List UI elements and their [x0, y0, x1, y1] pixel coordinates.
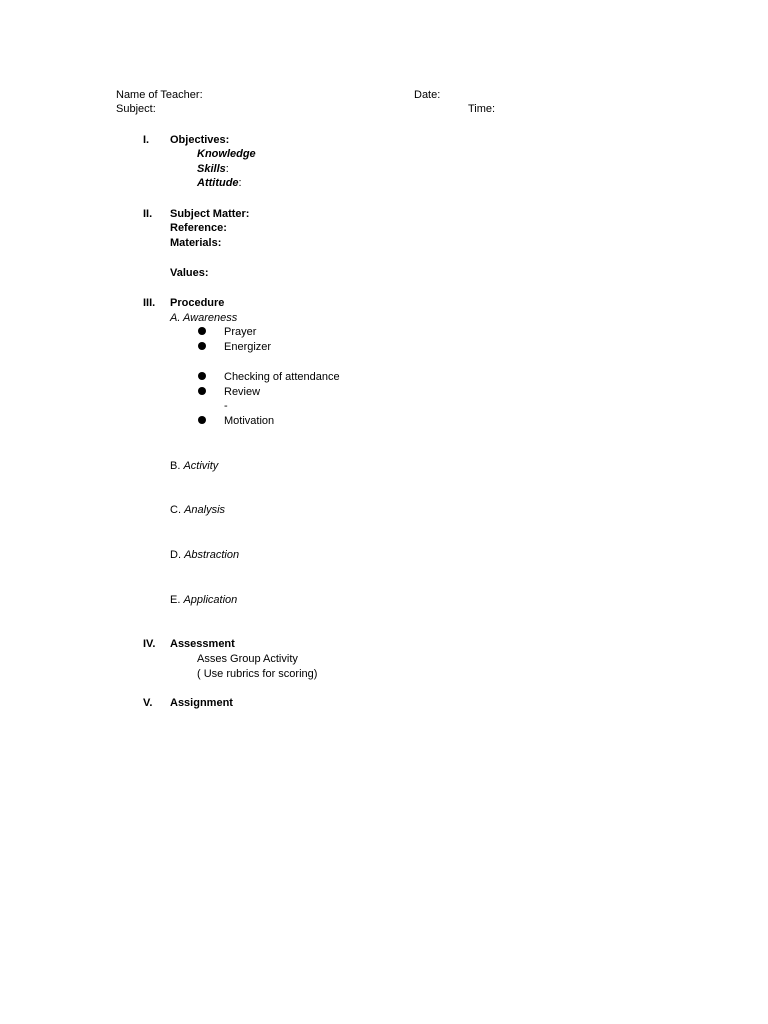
objective-attitude — [197, 176, 242, 190]
activity-letter: B. — [170, 460, 184, 472]
procedure-activity — [170, 459, 218, 473]
teacher-label: Name of Teacher: — [116, 89, 203, 101]
abstraction-label: Abstraction — [184, 549, 240, 561]
section-numeral-procedure: III. — [143, 297, 156, 309]
procedure-heading: Procedure — [170, 297, 225, 309]
procedure-awareness: A. Awareness — [170, 312, 238, 324]
objective-attitude-colon: : — [238, 177, 242, 189]
section-numeral-subject-matter: II. — [143, 208, 153, 220]
application-label: Application — [183, 594, 238, 606]
application-letter: E. — [170, 594, 184, 606]
abstraction-letter: D. — [170, 549, 185, 561]
activity-label: Activity — [183, 460, 219, 472]
list-item-review: Review — [224, 386, 261, 398]
objective-skills-colon: : — [225, 163, 229, 175]
assessment-line-2: ( Use rubrics for scoring) — [197, 668, 318, 680]
analysis-letter: C. — [170, 504, 185, 516]
list-item-attendance: Checking of attendance — [224, 371, 340, 383]
materials-label: Materials: — [170, 237, 222, 249]
objective-attitude-label: Attitude — [197, 177, 239, 189]
assignment-heading: Assignment — [170, 697, 233, 709]
section-numeral-objectives: I. — [143, 134, 150, 146]
bullet-icon — [198, 342, 206, 350]
objective-knowledge: Knowledge — [197, 148, 256, 160]
review-dash: - — [224, 400, 228, 412]
section-numeral-assignment: V. — [143, 697, 153, 709]
bullet-icon — [198, 372, 206, 380]
time-label: Time: — [468, 103, 496, 115]
analysis-label: Analysis — [184, 504, 226, 516]
subject-label: Subject: — [116, 103, 156, 115]
assessment-heading: Assessment — [170, 638, 235, 650]
date-label: Date: — [414, 89, 441, 101]
procedure-abstraction — [170, 548, 239, 562]
subject-matter-heading: Subject Matter: — [170, 208, 250, 220]
values-label: Values: — [170, 267, 209, 279]
section-numeral-assessment: IV. — [143, 638, 156, 650]
reference-label: Reference: — [170, 222, 227, 234]
list-item-motivation: Motivation — [224, 415, 275, 427]
bullet-icon — [198, 387, 206, 395]
objective-skills-label: Skills — [197, 163, 226, 175]
bullet-icon — [198, 327, 206, 335]
bullet-icon — [198, 416, 206, 424]
objectives-heading: Objectives: — [170, 134, 230, 146]
procedure-analysis — [170, 503, 225, 517]
assessment-line-1: Asses Group Activity — [197, 653, 298, 665]
objective-skills — [197, 162, 229, 176]
list-item-energizer: Energizer — [224, 341, 272, 353]
procedure-application — [170, 593, 237, 607]
list-item-prayer: Prayer — [224, 326, 257, 338]
